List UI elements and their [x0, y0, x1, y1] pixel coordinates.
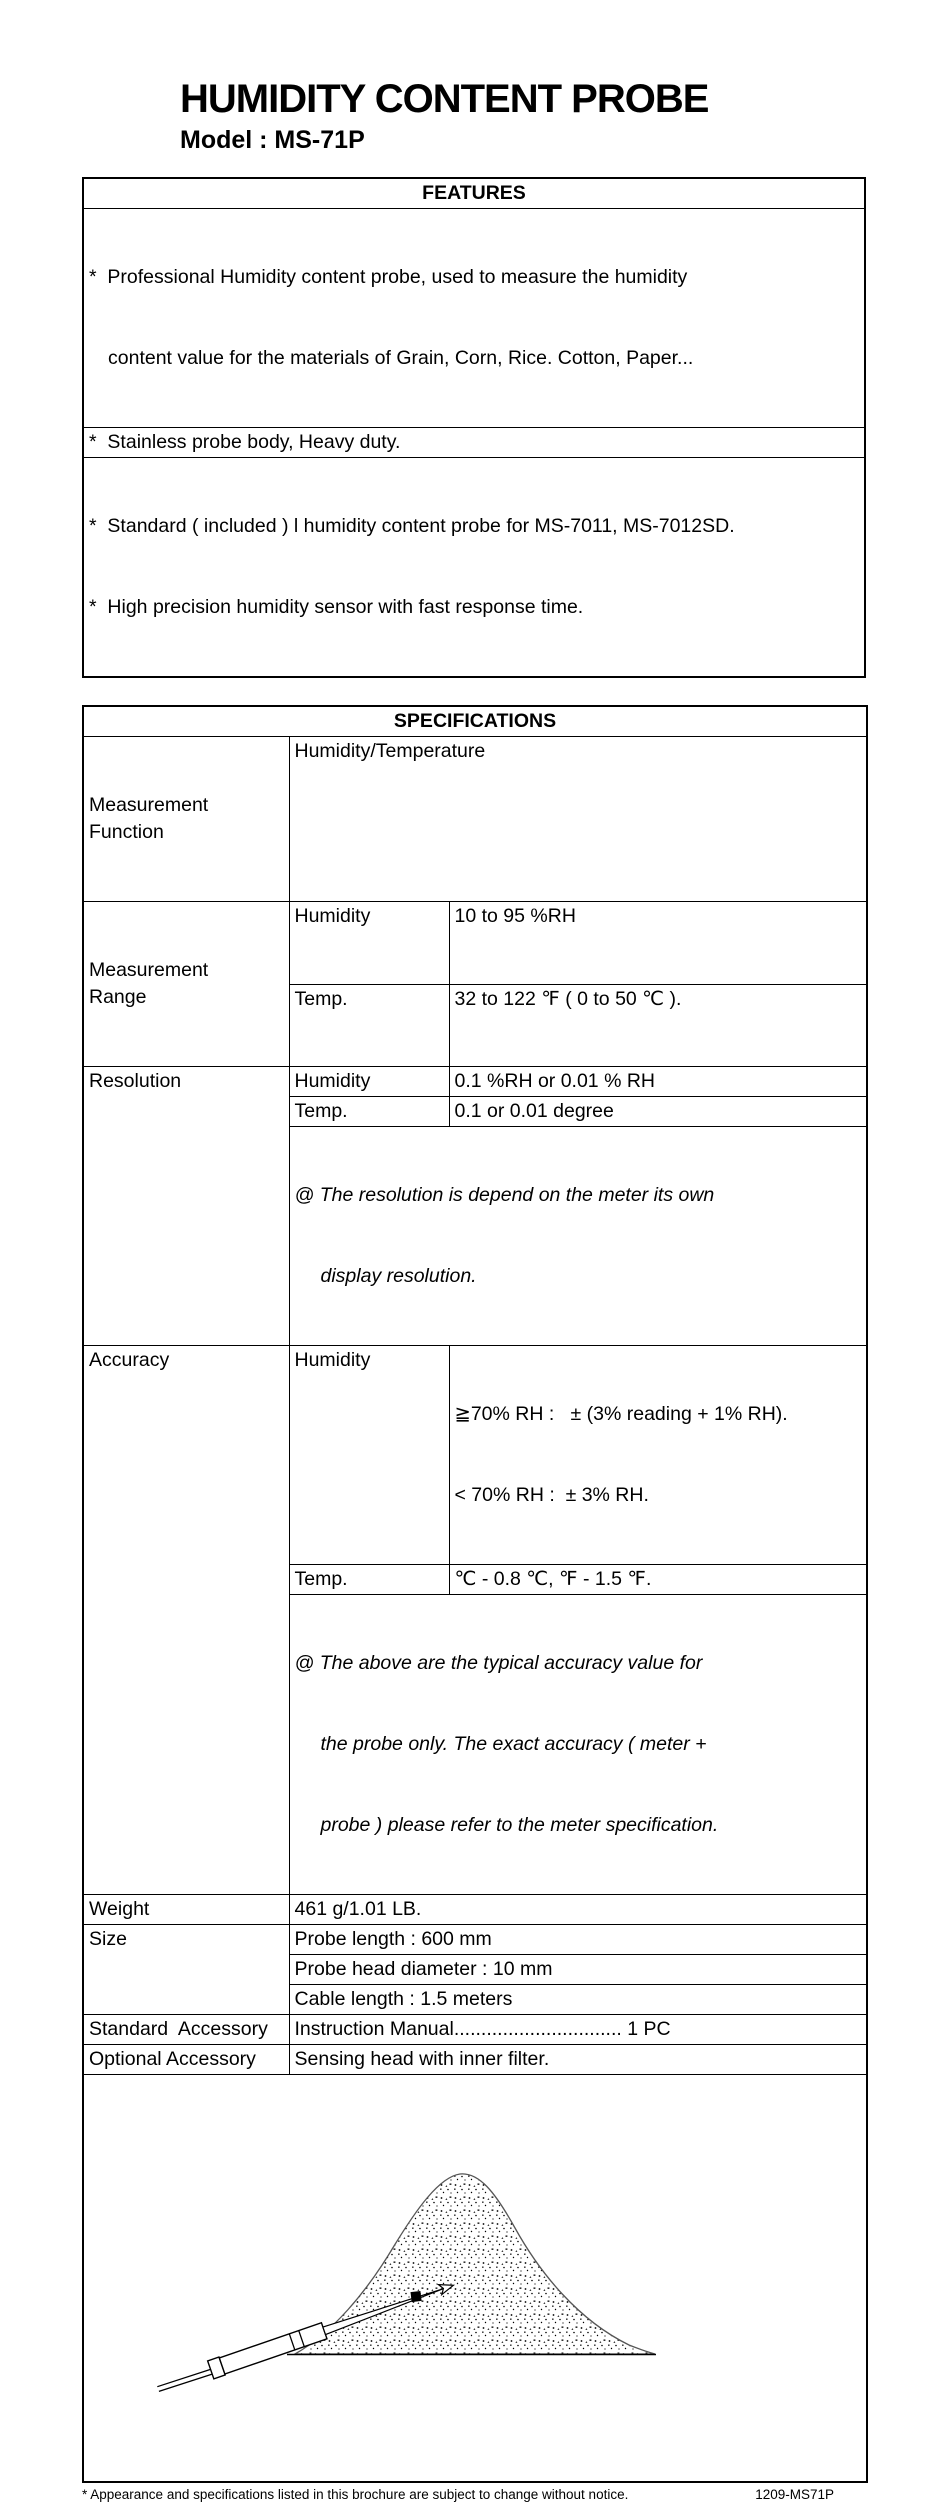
page-footer	[82, 2486, 866, 2503]
spec-label-accuracy: Accuracy	[83, 1346, 289, 1895]
spec-size-probe-head-diameter: Probe head diameter : 10 mm	[289, 1955, 867, 1985]
spec-size-probe-length: Probe length : 600 mm	[289, 1925, 867, 1955]
spec-range-temp-key: Temp.	[289, 984, 449, 1067]
footer-disclaimer: * Appearance and specifications listed in this brochure are subject to change without notice.	[82, 2487, 629, 2502]
note-line: @ The above are the typical accuracy value for	[294, 1652, 703, 1674]
table-row	[83, 2075, 867, 2483]
spec-label-text: Measurement Range	[89, 959, 214, 1008]
specifications-header: SPECIFICATIONS	[83, 706, 867, 737]
spec-accuracy-temp-value: ℃ - 0.8 ℃, ℉ - 1.5 ℉.	[449, 1565, 867, 1595]
table-row	[83, 1346, 867, 1565]
specifications-table	[82, 705, 868, 2483]
feature-line: * Standard ( included ) l humidity content probe for MS-7011, MS-7012SD.	[89, 515, 735, 537]
feature-line: * Professional Humidity content probe, used to measure the humidity	[89, 266, 688, 288]
table-row	[83, 458, 865, 678]
accuracy-line: ≧70% RH : ± (3% reading + 1% RH).	[454, 1403, 788, 1425]
probe-in-grain-illustration	[89, 2130, 867, 2426]
model-subtitle: Model : MS-71P	[180, 126, 365, 154]
spec-label-measurement-function	[83, 737, 289, 902]
spec-size-cable-length: Cable length : 1.5 meters	[289, 1985, 867, 2015]
page-title: HUMIDITY CONTENT PROBE	[180, 77, 709, 121]
table-row	[83, 1895, 867, 1925]
spec-accuracy-humidity-value	[449, 1346, 867, 1565]
spec-resolution-humidity-value: 0.1 %RH or 0.01 % RH	[449, 1067, 867, 1097]
spec-label-text: Measurement Function	[89, 794, 214, 843]
spec-accuracy-note	[289, 1595, 867, 1895]
spec-resolution-temp-value: 0.1 or 0.01 degree	[449, 1097, 867, 1127]
document-content	[82, 177, 866, 2483]
footer-document-code: 1209-MS71P	[755, 2487, 834, 2502]
spec-resolution-temp-key: Temp.	[289, 1097, 449, 1127]
feature-item-stainless-body: * Stainless probe body, Heavy duty.	[83, 428, 865, 458]
spec-label-optional-accessory: Optional Accessory	[83, 2045, 289, 2075]
feature-item-professional-probe	[83, 209, 865, 428]
spec-resolution-humidity-key: Humidity	[289, 1067, 449, 1097]
note-line: probe ) please refer to the meter specification.	[320, 1814, 719, 1836]
spec-value-optional-accessory: Sensing head with inner filter.	[289, 2045, 867, 2075]
feature-line: * High precision humidity sensor with fast response time.	[89, 596, 584, 618]
spec-value-measurement-function: Humidity/Temperature	[289, 737, 867, 902]
spec-label-weight: Weight	[83, 1895, 289, 1925]
spec-label-standard-accessory: Standard Accessory	[83, 2015, 289, 2045]
table-row	[83, 209, 865, 428]
spec-resolution-note	[289, 1127, 867, 1346]
spec-value-standard-accessory: Instruction Manual............................... 1 PC	[289, 2015, 867, 2045]
table-row	[83, 178, 865, 209]
title-block	[180, 0, 947, 155]
note-line: display resolution.	[320, 1265, 477, 1287]
features-table	[82, 177, 866, 678]
table-row	[83, 1925, 867, 1955]
spec-label-size: Size	[83, 1925, 289, 2015]
table-row	[83, 902, 867, 985]
accuracy-line: < 70% RH : ± 3% RH.	[454, 1484, 649, 1506]
table-row	[83, 706, 867, 737]
spec-label-resolution: Resolution	[83, 1067, 289, 1346]
spec-range-humidity-key: Humidity	[289, 902, 449, 985]
note-line: the probe only. The exact accuracy ( meter +	[320, 1733, 707, 1755]
spec-range-temp-value: 32 to 122 ℉ ( 0 to 50 ℃ ).	[449, 984, 867, 1067]
table-row	[83, 737, 867, 902]
spec-label-measurement-range	[83, 902, 289, 1067]
spec-range-humidity-value: 10 to 95 %RH	[449, 902, 867, 985]
table-row	[83, 1067, 867, 1097]
table-row	[83, 428, 865, 458]
grain-pile	[295, 2174, 655, 2354]
illustration-cell	[83, 2075, 867, 2483]
table-row	[83, 2015, 867, 2045]
feature-item-standard-and-sensor	[83, 458, 865, 678]
note-line: @ The resolution is depend on the meter its own	[294, 1184, 715, 1206]
spec-accuracy-humidity-key: Humidity	[289, 1346, 449, 1565]
table-row	[83, 2045, 867, 2075]
spec-value-weight: 461 g/1.01 LB.	[289, 1895, 867, 1925]
features-header: FEATURES	[83, 178, 865, 209]
spec-accuracy-temp-key: Temp.	[289, 1565, 449, 1595]
feature-line-continuation: content value for the materials of Grain, Corn, Rice. Cotton, Paper...	[108, 347, 694, 369]
